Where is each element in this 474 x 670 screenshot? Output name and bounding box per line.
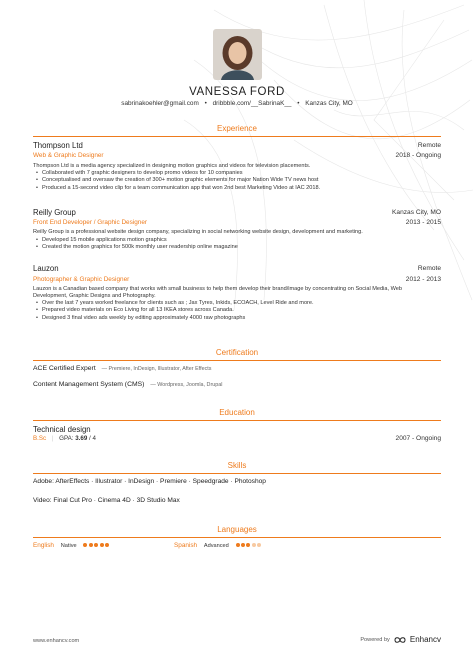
- gpa-max: / 4: [89, 435, 96, 442]
- languages-heading: Languages: [217, 525, 257, 534]
- education-degree-line: [33, 435, 96, 442]
- certification-item: [33, 381, 222, 388]
- experience-location: Kanzas City, MO: [392, 209, 441, 216]
- experience-dates: 2018 - Ongoing: [395, 152, 441, 159]
- footer-website[interactable]: www.enhancv.com: [33, 638, 80, 644]
- education-dates: 2007 - Ongoing: [395, 435, 441, 442]
- experience-heading: Experience: [216, 124, 258, 133]
- bullet-item: • Conceptualised and oversaw the creation of 300+ motion graphic elements for major Nation Wide TV news host: [36, 177, 436, 184]
- bullet-item: • Prepared video materials on Eco Living for all 13 IKEA stores across Canada.: [36, 307, 436, 314]
- certification-name: Content Management System (CMS): [33, 381, 145, 388]
- rating-dot-filled: [246, 543, 250, 547]
- rating-dot-filled: [94, 543, 98, 547]
- experience-company: Lauzon: [33, 264, 59, 273]
- bullet-item: • Produced a 15-second video clip for a team communication app that won 2nd best Marketing Video at IAC 2018.: [36, 185, 436, 192]
- language-name: English: [33, 542, 54, 549]
- rating-dot-filled: [89, 543, 93, 547]
- certification-heading: Certification: [215, 348, 259, 357]
- experience-role: Front End Developer / Graphic Designer: [33, 219, 148, 226]
- skill-line: Adobe: AfterEffects · Illustrator · InDesign · Premiere · Speedgrade · Photoshop: [33, 478, 266, 485]
- footer-powered-by: [360, 635, 441, 644]
- language-level: Native: [60, 543, 77, 549]
- certification-name: ACE Certified Expert: [33, 365, 96, 372]
- website-link[interactable]: dribbble.com/__SabrinaK__: [212, 100, 292, 107]
- experience-description: Reilly Group is a professional website design company, specializing in social networking website design, development and marketing.: [33, 229, 363, 235]
- education-program: Technical design: [33, 425, 91, 434]
- language-level: Advanced: [203, 543, 229, 549]
- certification-detail: — Wordpress, Joomla, Drupal: [150, 382, 223, 388]
- experience-role: Photographer & Graphic Designer: [33, 276, 130, 283]
- experience-description: Thompson Ltd is a media agency specialized in designing motion graphics and videos for television placements.: [33, 163, 311, 169]
- certification-item: [33, 365, 211, 372]
- separator-dot: •: [297, 100, 300, 107]
- email-link[interactable]: sabrinakoehler@gmail.com: [121, 100, 199, 107]
- rating-dot-filled: [105, 543, 109, 547]
- profile-photo: [213, 29, 262, 80]
- skill-line: Video: Final Cut Pro · Cinema 4D · 3D Studio Max: [33, 497, 180, 504]
- language-rating: [236, 542, 263, 549]
- rating-dot-empty: [252, 543, 256, 547]
- contact-line: [0, 100, 474, 107]
- experience-dates: 2013 - 2015: [405, 219, 441, 226]
- bullet-item: • Collaborated with 7 graphic designers to develop promo videos for 10 companies: [36, 170, 436, 177]
- experience-description: Lauzon is a Canadian based company that works with small business to help them develop their brand/image by concentrating on Social Media, Web Development, Graphic Designs and Photography.: [33, 286, 402, 299]
- experience-divider: [33, 136, 441, 137]
- education-heading: Education: [219, 408, 255, 417]
- experience-company: Reilly Group: [33, 208, 76, 217]
- bullet-item: • Designed 3 final video ads weekly by editing approximately 4000 raw photographs: [36, 315, 436, 322]
- enhancv-logo-icon: [394, 636, 406, 644]
- education-degree: B.Sc: [33, 435, 47, 442]
- experience-location: Remote: [417, 265, 441, 272]
- certification-divider: [33, 360, 441, 361]
- language-rating: [83, 542, 110, 549]
- experience-role: Web & Graphic Designer: [33, 152, 104, 159]
- experience-bullets: [36, 237, 436, 252]
- skills-heading: Skills: [227, 461, 247, 470]
- education-divider: [33, 420, 441, 421]
- candidate-name: VANESSA FORD: [189, 86, 285, 98]
- experience-location: Remote: [417, 142, 441, 149]
- experience-dates: 2012 - 2013: [405, 276, 441, 283]
- gpa-value: 3.69: [75, 435, 88, 442]
- rating-dot-filled: [236, 543, 240, 547]
- gpa-label: GPA:: [59, 435, 74, 442]
- powered-by-label: Powered by: [360, 636, 390, 643]
- location-text: Kanzas City, MO: [305, 100, 353, 107]
- bullet-item: • Created the motion graphics for 500k monthly user readership online magazine: [36, 244, 436, 251]
- enhancv-brand: Enhancv: [409, 635, 441, 644]
- rating-dot-empty: [257, 543, 261, 547]
- language-name: Spanish: [174, 542, 198, 549]
- certification-detail: — Premiere, InDesign, Illustrator, After Effects: [101, 366, 212, 372]
- skills-divider: [33, 473, 441, 474]
- experience-company: Thompson Ltd: [33, 141, 83, 150]
- rating-dot-filled: [100, 543, 104, 547]
- separator-dot: •: [204, 100, 207, 107]
- language-item: [33, 542, 110, 549]
- bullet-item: • Over the last 7 years worked freelance for clients such as ; Jax Tyres, Inkids, ECOACH, Level Ride and more.: [36, 300, 436, 307]
- bullet-item: • Developed 15 mobile applications motion graphics: [36, 237, 436, 244]
- experience-bullets: [36, 300, 436, 322]
- separator-bar: |: [51, 435, 54, 442]
- rating-dot-filled: [83, 543, 87, 547]
- language-item: [174, 542, 263, 549]
- experience-bullets: [36, 170, 436, 192]
- languages-divider: [33, 537, 441, 538]
- rating-dot-filled: [241, 543, 245, 547]
